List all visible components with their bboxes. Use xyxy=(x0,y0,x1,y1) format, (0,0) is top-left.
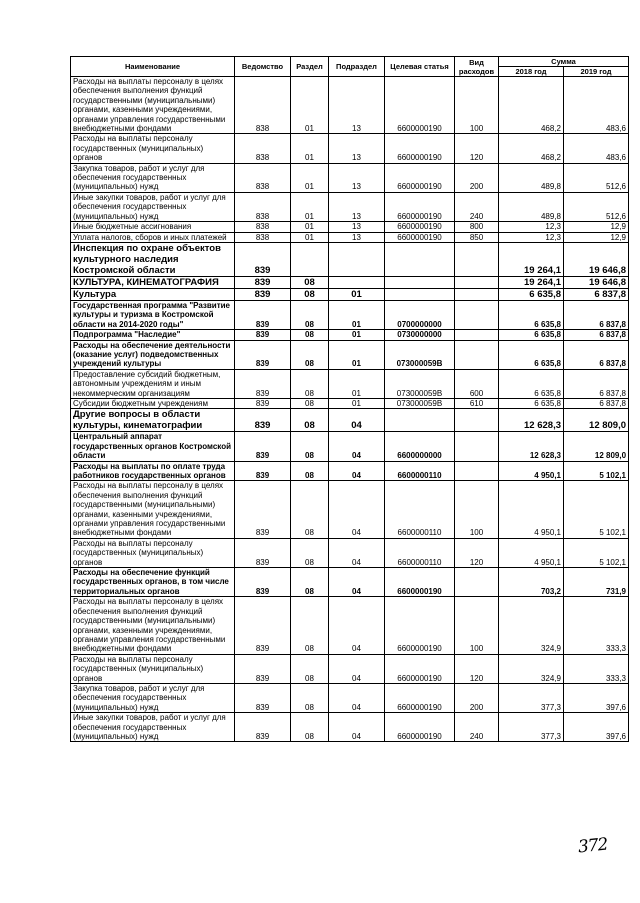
cell-amount-2019: 6 837,8 xyxy=(564,369,629,398)
table-row xyxy=(71,340,629,369)
cell-amount-2018: 6 635,8 xyxy=(499,340,564,369)
cell-name: Центральный аппарат государственных органов Костромской области xyxy=(71,432,235,461)
cell-section: 08 xyxy=(291,481,329,538)
cell-subsection: 13 xyxy=(329,77,385,134)
cell-amount-2018: 4 950,1 xyxy=(499,538,564,567)
cell-article: 6600000190 xyxy=(385,568,455,597)
cell-section: 08 xyxy=(291,409,329,432)
cell-subsection: 01 xyxy=(329,369,385,398)
cell-dept: 839 xyxy=(235,340,291,369)
cell-section: 08 xyxy=(291,538,329,567)
cell-article: 6600000190 xyxy=(385,232,455,242)
cell-dept: 838 xyxy=(235,232,291,242)
cell-subsection: 04 xyxy=(329,409,385,432)
cell-name: Расходы на выплаты персоналу государственных (муниципальных) органов xyxy=(71,654,235,683)
cell-article: 6600000190 xyxy=(385,192,455,221)
cell-article: 073000059В xyxy=(385,398,455,408)
cell-expense-type: 120 xyxy=(455,134,499,163)
cell-amount-2019: 483,6 xyxy=(564,134,629,163)
cell-name: Иные закупки товаров, работ и услуг для обеспечения государственных (муниципальных) нужд xyxy=(71,713,235,742)
cell-amount-2018: 4 950,1 xyxy=(499,481,564,538)
cell-article: 6600000190 xyxy=(385,222,455,232)
cell-name: Расходы на выплаты персоналу в целях обеспечения выполнения функций государственными (муниципальными) органами, казенными учреждениями, органами управления государственными внебюджетными фондами xyxy=(71,481,235,538)
table-row xyxy=(71,134,629,163)
cell-subsection: 04 xyxy=(329,432,385,461)
cell-subsection: 01 xyxy=(329,288,385,300)
cell-section: 08 xyxy=(291,369,329,398)
cell-dept: 839 xyxy=(235,683,291,712)
cell-article: 6600000190 xyxy=(385,163,455,192)
cell-amount-2018: 6 635,8 xyxy=(499,330,564,340)
cell-article: 073000059В xyxy=(385,340,455,369)
cell-expense-type xyxy=(455,276,499,288)
table-header xyxy=(71,57,629,77)
cell-expense-type: 100 xyxy=(455,597,499,654)
cell-name: Другие вопросы в области культуры, кинематографии xyxy=(71,409,235,432)
cell-expense-type xyxy=(455,409,499,432)
cell-expense-type xyxy=(455,432,499,461)
cell-amount-2018: 377,3 xyxy=(499,713,564,742)
cell-section: 08 xyxy=(291,597,329,654)
cell-section: 01 xyxy=(291,163,329,192)
table-row xyxy=(71,288,629,300)
cell-expense-type xyxy=(455,330,499,340)
cell-dept: 838 xyxy=(235,222,291,232)
header-section: Раздел xyxy=(291,57,329,77)
table-row xyxy=(71,481,629,538)
cell-expense-type: 800 xyxy=(455,222,499,232)
cell-amount-2019: 512,6 xyxy=(564,192,629,221)
cell-section: 08 xyxy=(291,300,329,329)
cell-dept: 839 xyxy=(235,568,291,597)
cell-amount-2018: 324,9 xyxy=(499,654,564,683)
cell-section: 08 xyxy=(291,398,329,408)
cell-amount-2019: 6 837,8 xyxy=(564,398,629,408)
cell-amount-2018: 12,3 xyxy=(499,232,564,242)
cell-dept: 839 xyxy=(235,538,291,567)
cell-amount-2018: 6 635,8 xyxy=(499,288,564,300)
cell-subsection: 01 xyxy=(329,340,385,369)
cell-section: 08 xyxy=(291,340,329,369)
table-row xyxy=(71,654,629,683)
cell-article xyxy=(385,409,455,432)
cell-section: 08 xyxy=(291,654,329,683)
cell-subsection xyxy=(329,242,385,276)
cell-expense-type xyxy=(455,242,499,276)
cell-expense-type: 200 xyxy=(455,683,499,712)
cell-amount-2019: 731,9 xyxy=(564,568,629,597)
cell-amount-2018: 489,8 xyxy=(499,163,564,192)
cell-name: Иные закупки товаров, работ и услуг для обеспечения государственных (муниципальных) нужд xyxy=(71,192,235,221)
cell-dept: 839 xyxy=(235,330,291,340)
cell-amount-2019: 12 809,0 xyxy=(564,409,629,432)
cell-section: 01 xyxy=(291,77,329,134)
cell-article: 073000059В xyxy=(385,369,455,398)
cell-amount-2018: 377,3 xyxy=(499,683,564,712)
cell-name: Расходы на выплаты персоналу в целях обеспечения выполнения функций государственными (муниципальными) органами, казенными учреждениями, органами управления государственными внебюджетными фондами xyxy=(71,597,235,654)
cell-article: 6600000190 xyxy=(385,134,455,163)
cell-section: 08 xyxy=(291,330,329,340)
cell-amount-2019: 6 837,8 xyxy=(564,340,629,369)
cell-subsection: 01 xyxy=(329,398,385,408)
table-row xyxy=(71,232,629,242)
cell-subsection: 04 xyxy=(329,683,385,712)
cell-subsection: 13 xyxy=(329,192,385,221)
table-row xyxy=(71,683,629,712)
table-row xyxy=(71,597,629,654)
cell-dept: 839 xyxy=(235,713,291,742)
table-row xyxy=(71,409,629,432)
cell-amount-2018: 6 635,8 xyxy=(499,369,564,398)
cell-name: Иные бюджетные ассигнования xyxy=(71,222,235,232)
header-dept: Ведомство xyxy=(235,57,291,77)
cell-subsection: 04 xyxy=(329,597,385,654)
cell-amount-2018: 4 950,1 xyxy=(499,461,564,481)
header-expense-type: Вид расходов xyxy=(455,57,499,77)
cell-subsection: 04 xyxy=(329,713,385,742)
cell-amount-2018: 19 264,1 xyxy=(499,242,564,276)
cell-name: Расходы на выплаты персоналу в целях обеспечения выполнения функций государственными (муниципальными) органами, казенными учреждениями, органами управления государственными внебюджетными фондами xyxy=(71,77,235,134)
cell-amount-2019: 6 837,8 xyxy=(564,300,629,329)
cell-dept: 839 xyxy=(235,276,291,288)
cell-name: Уплата налогов, сборов и иных платежей xyxy=(71,232,235,242)
cell-amount-2019: 19 646,8 xyxy=(564,276,629,288)
cell-amount-2019: 512,6 xyxy=(564,163,629,192)
table-row xyxy=(71,398,629,408)
cell-subsection: 04 xyxy=(329,654,385,683)
cell-section: 01 xyxy=(291,192,329,221)
cell-article xyxy=(385,242,455,276)
cell-name: Государственная программа "Развитие культуры и туризма в Костромской области на 2014-2020 годы" xyxy=(71,300,235,329)
cell-expense-type: 120 xyxy=(455,538,499,567)
cell-amount-2018: 12 628,3 xyxy=(499,432,564,461)
table-row xyxy=(71,568,629,597)
cell-section: 01 xyxy=(291,134,329,163)
table-row xyxy=(71,330,629,340)
cell-name: Расходы на выплаты по оплате труда работников государственных органов xyxy=(71,461,235,481)
header-year-2018: 2018 год xyxy=(499,67,564,77)
cell-dept: 839 xyxy=(235,242,291,276)
cell-dept: 838 xyxy=(235,77,291,134)
cell-name: Расходы на обеспечение деятельности (оказание услуг) подведомственных учреждений культуры xyxy=(71,340,235,369)
cell-article: 0700000000 xyxy=(385,300,455,329)
cell-subsection: 04 xyxy=(329,568,385,597)
cell-amount-2019: 12,9 xyxy=(564,222,629,232)
cell-dept: 839 xyxy=(235,654,291,683)
cell-subsection: 01 xyxy=(329,330,385,340)
cell-dept: 838 xyxy=(235,192,291,221)
cell-amount-2019: 333,3 xyxy=(564,597,629,654)
cell-name: Расходы на обеспечение функций государственных органов, в том числе территориальных органов xyxy=(71,568,235,597)
cell-amount-2018: 6 635,8 xyxy=(499,398,564,408)
cell-article: 6600000190 xyxy=(385,683,455,712)
cell-amount-2018: 324,9 xyxy=(499,597,564,654)
cell-expense-type xyxy=(455,340,499,369)
budget-table xyxy=(70,56,629,742)
cell-subsection: 13 xyxy=(329,134,385,163)
cell-dept: 839 xyxy=(235,288,291,300)
cell-expense-type: 100 xyxy=(455,77,499,134)
cell-expense-type: 610 xyxy=(455,398,499,408)
table-row xyxy=(71,242,629,276)
cell-amount-2018: 703,2 xyxy=(499,568,564,597)
cell-article: 6600000110 xyxy=(385,461,455,481)
cell-amount-2018: 6 635,8 xyxy=(499,300,564,329)
cell-article: 6600000110 xyxy=(385,481,455,538)
cell-subsection xyxy=(329,276,385,288)
cell-amount-2019: 6 837,8 xyxy=(564,330,629,340)
cell-dept: 839 xyxy=(235,409,291,432)
cell-amount-2019: 483,6 xyxy=(564,77,629,134)
cell-amount-2018: 468,2 xyxy=(499,77,564,134)
table-row xyxy=(71,77,629,134)
cell-section: 08 xyxy=(291,276,329,288)
cell-subsection: 04 xyxy=(329,481,385,538)
cell-article: 6600000190 xyxy=(385,597,455,654)
cell-amount-2018: 12 628,3 xyxy=(499,409,564,432)
cell-expense-type: 100 xyxy=(455,481,499,538)
cell-section: 08 xyxy=(291,461,329,481)
cell-name: Культура xyxy=(71,288,235,300)
cell-subsection: 13 xyxy=(329,163,385,192)
cell-article: 6600000190 xyxy=(385,77,455,134)
cell-article: 0730000000 xyxy=(385,330,455,340)
page-number: 372 xyxy=(577,834,609,858)
table-row xyxy=(71,713,629,742)
cell-amount-2019: 397,6 xyxy=(564,683,629,712)
table-row xyxy=(71,222,629,232)
header-name: Наименование xyxy=(71,57,235,77)
cell-name: Инспекция по охране объектов культурного наследия Костромской области xyxy=(71,242,235,276)
cell-dept: 839 xyxy=(235,369,291,398)
cell-amount-2018: 489,8 xyxy=(499,192,564,221)
cell-expense-type xyxy=(455,300,499,329)
cell-dept: 839 xyxy=(235,481,291,538)
budget-sheet xyxy=(70,56,628,742)
cell-subsection: 13 xyxy=(329,222,385,232)
table-row xyxy=(71,163,629,192)
cell-amount-2018: 468,2 xyxy=(499,134,564,163)
table-row xyxy=(71,369,629,398)
cell-dept: 839 xyxy=(235,398,291,408)
cell-article: 6600000190 xyxy=(385,713,455,742)
table-row xyxy=(71,276,629,288)
cell-expense-type xyxy=(455,568,499,597)
cell-amount-2019: 12 809,0 xyxy=(564,432,629,461)
cell-amount-2019: 5 102,1 xyxy=(564,538,629,567)
cell-amount-2019: 333,3 xyxy=(564,654,629,683)
cell-dept: 839 xyxy=(235,597,291,654)
cell-name: Расходы на выплаты персоналу государственных (муниципальных) органов xyxy=(71,538,235,567)
cell-amount-2019: 19 646,8 xyxy=(564,242,629,276)
cell-expense-type: 120 xyxy=(455,654,499,683)
cell-section: 08 xyxy=(291,568,329,597)
cell-name: Подпрограмма "Наследие" xyxy=(71,330,235,340)
cell-name: Расходы на выплаты персоналу государственных (муниципальных) органов xyxy=(71,134,235,163)
cell-amount-2018: 19 264,1 xyxy=(499,276,564,288)
cell-section xyxy=(291,242,329,276)
header-article: Целевая статья xyxy=(385,57,455,77)
table-row xyxy=(71,432,629,461)
header-year-2019: 2019 год xyxy=(564,67,629,77)
cell-name: Закупка товаров, работ и услуг для обеспечения государственных (муниципальных) нужд xyxy=(71,163,235,192)
cell-dept: 839 xyxy=(235,461,291,481)
cell-expense-type: 200 xyxy=(455,163,499,192)
cell-dept: 839 xyxy=(235,432,291,461)
table-row xyxy=(71,192,629,221)
table-row xyxy=(71,461,629,481)
cell-dept: 838 xyxy=(235,134,291,163)
cell-name: Субсидии бюджетным учреждениям xyxy=(71,398,235,408)
cell-article: 6600000190 xyxy=(385,654,455,683)
cell-article: 6600000000 xyxy=(385,432,455,461)
cell-section: 08 xyxy=(291,713,329,742)
cell-expense-type xyxy=(455,461,499,481)
cell-name: Предоставление субсидий бюджетным, автономным учреждениям и иным некоммерческим организациям xyxy=(71,369,235,398)
cell-amount-2018: 12,3 xyxy=(499,222,564,232)
cell-name: КУЛЬТУРА, КИНЕМАТОГРАФИЯ xyxy=(71,276,235,288)
cell-article xyxy=(385,276,455,288)
cell-section: 08 xyxy=(291,432,329,461)
cell-dept: 838 xyxy=(235,163,291,192)
cell-subsection: 04 xyxy=(329,461,385,481)
cell-amount-2019: 5 102,1 xyxy=(564,461,629,481)
table-body xyxy=(71,77,629,742)
cell-expense-type xyxy=(455,288,499,300)
cell-article xyxy=(385,288,455,300)
cell-name: Закупка товаров, работ и услуг для обеспечения государственных (муниципальных) нужд xyxy=(71,683,235,712)
cell-expense-type: 850 xyxy=(455,232,499,242)
cell-dept: 839 xyxy=(235,300,291,329)
cell-article: 6600000110 xyxy=(385,538,455,567)
cell-subsection: 04 xyxy=(329,538,385,567)
cell-amount-2019: 5 102,1 xyxy=(564,481,629,538)
cell-amount-2019: 12,9 xyxy=(564,232,629,242)
cell-section: 01 xyxy=(291,222,329,232)
cell-subsection: 01 xyxy=(329,300,385,329)
cell-expense-type: 240 xyxy=(455,713,499,742)
cell-amount-2019: 6 837,8 xyxy=(564,288,629,300)
header-subsection: Подраздел xyxy=(329,57,385,77)
table-row xyxy=(71,538,629,567)
cell-subsection: 13 xyxy=(329,232,385,242)
cell-expense-type: 600 xyxy=(455,369,499,398)
cell-section: 01 xyxy=(291,232,329,242)
table-row xyxy=(71,300,629,329)
header-sum: Сумма xyxy=(499,57,629,67)
cell-amount-2019: 397,6 xyxy=(564,713,629,742)
cell-section: 08 xyxy=(291,288,329,300)
cell-expense-type: 240 xyxy=(455,192,499,221)
cell-section: 08 xyxy=(291,683,329,712)
